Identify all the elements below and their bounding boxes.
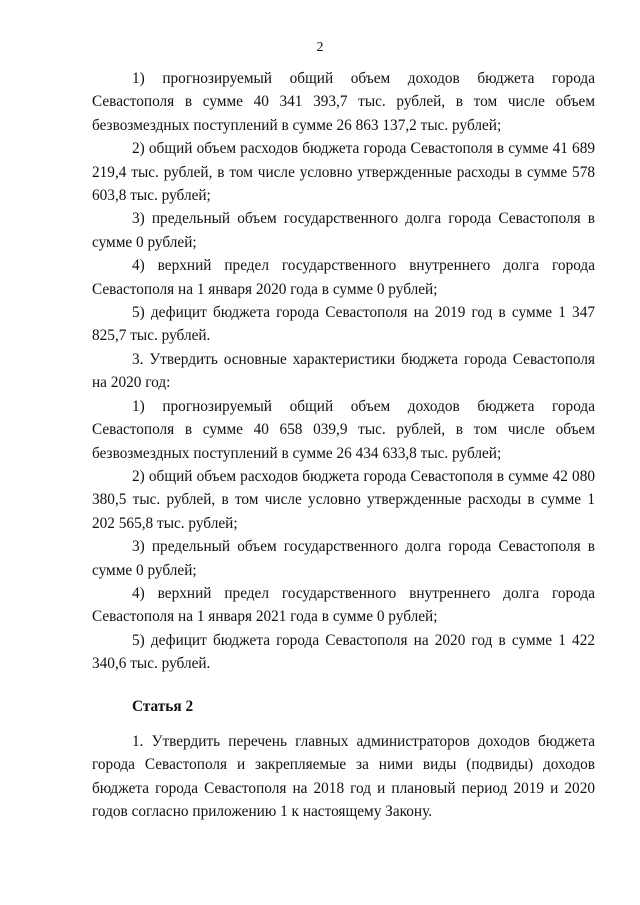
- paragraph-2019-revenue: 1) прогнозируемый общий объем доходов бюджета города Севастополя в сумме 40 341 393,7 тыс. рублей, в том числе объем безвозмездных поступлений в сумме 26 863 137,2 тыс. рублей;: [92, 70, 595, 134]
- paragraph-2019-deficit: 5) дефицит бюджета города Севастополя на 2019 год в сумме 1 347 825,7 тыс. рублей.: [92, 304, 595, 345]
- paragraph-2020-expenses: 2) общий объем расходов бюджета города Севастополя в сумме 42 080 380,5 тыс. рублей, в том числе условно утвержденные расходы в сумме 1 202 565,8 тыс. рублей;: [92, 467, 595, 532]
- paragraph-2019-expenses: 2) общий объем расходов бюджета города Севастополя в сумме 41 689 219,4 тыс. рублей, в том числе условно утвержденные расходы в сумме 578 603,8 тыс. рублей;: [92, 140, 595, 205]
- document-body: [92, 67, 595, 824]
- article-paragraph: 1. Утвердить перечень главных администраторов доходов бюджета города Севастополя и закрепляемые за ними виды (подвиды) доходов бюджета города Севастополя на 2018 год и плановый период 2019 и 2020 годов согласно приложению 1 к настоящему Закону.: [92, 732, 595, 821]
- paragraph-2020-debt-ceiling: 4) верхний предел государственного внутреннего долга города Севастополя на 1 января 2021 года в сумме 0 рублей;: [92, 584, 595, 626]
- paragraph-2020-revenue: 1) прогнозируемый общий объем доходов бюджета города Севастополя в сумме 40 658 039,9 тыс. рублей, в том числе объем безвозмездных поступлений в сумме 26 434 633,8 тыс. рублей;: [92, 397, 595, 462]
- paragraph-2020-deficit: 5) дефицит бюджета города Севастополя на 2020 год в сумме 1 422 340,6 тыс. рублей.: [92, 631, 595, 673]
- page-number: 2: [316, 40, 324, 55]
- paragraph-2019-debt-ceiling: 4) верхний предел государственного внутреннего долга города Севастополя на 1 января 2020 года в сумме 0 рублей;: [92, 257, 595, 298]
- paragraph-2019-debt-limit: 3) предельный объем государственного долга города Севастополя в сумме 0 рублей;: [92, 210, 595, 251]
- paragraph-2020-intro: 3. Утвердить основные характеристики бюджета города Севастополя на 2020 год:: [92, 350, 595, 392]
- paragraph-2020-debt-limit: 3) предельный объем государственного долга города Севастополя в сумме 0 рублей;: [92, 538, 595, 579]
- article-heading: Статья 2: [132, 697, 194, 715]
